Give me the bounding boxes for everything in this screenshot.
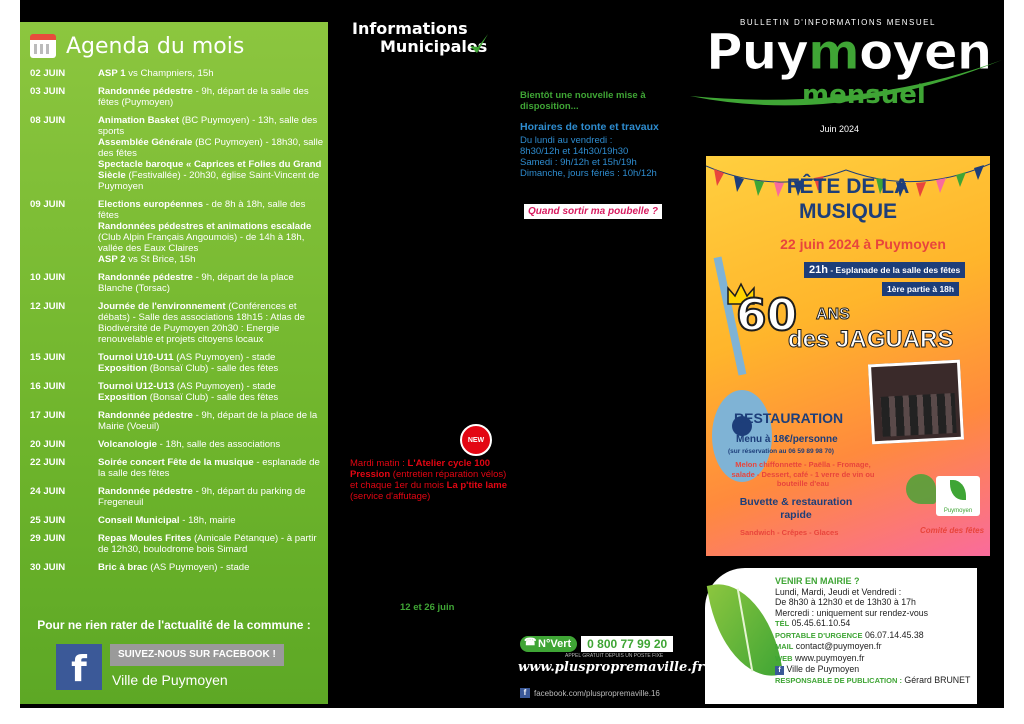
agenda-event bbox=[30, 533, 324, 555]
agenda-event-details: - de 8h à 18h, salle des fêtes bbox=[98, 199, 306, 221]
info-municipales-title bbox=[352, 20, 487, 56]
agenda-event-date: 10 JUIN bbox=[30, 272, 66, 283]
mowing-hours-line: Du lundi au vendredi : bbox=[520, 135, 613, 146]
agenda-event-name: Bric à brac bbox=[98, 562, 148, 573]
facebook-small-icon: f bbox=[520, 688, 530, 698]
poster-menu: Menu à 18€/personne bbox=[736, 434, 838, 445]
bulletin-subtitle: BULLETIN D'INFORMATIONS MENSUEL bbox=[740, 18, 936, 27]
agenda-event-date: 16 JUIN bbox=[30, 381, 66, 392]
agenda-event-date: 30 JUIN bbox=[30, 562, 66, 573]
poster-title-line1: FÊTE DE LA bbox=[786, 175, 910, 198]
agenda-event-name: ASP 2 bbox=[98, 254, 126, 265]
agenda-event-name: Exposition bbox=[98, 363, 148, 374]
contact-mail-row bbox=[775, 641, 975, 653]
poster-time-place: - Esplanade de la salle des fêtes bbox=[827, 265, 961, 275]
agenda-event-line bbox=[98, 68, 324, 79]
mowing-hours-title: Horaires de tonte et travaux bbox=[520, 121, 659, 133]
poster-title-line2: MUSIQUE bbox=[798, 200, 897, 223]
agenda-event-name: Randonnée pédestre bbox=[98, 486, 193, 497]
fete-musique-poster bbox=[706, 156, 990, 556]
facebook-page-name: Ville de Puymoyen bbox=[112, 672, 228, 688]
agenda-event-name: Randonnée pédestre bbox=[98, 86, 193, 97]
poster-buvette: Buvette & restauration rapide bbox=[739, 496, 853, 521]
urgence-label: PORTABLE D'URGENCE bbox=[775, 630, 863, 640]
agenda-event-name: Randonnée pédestre bbox=[98, 410, 193, 421]
agenda-event-date: 17 JUIN bbox=[30, 410, 66, 421]
agenda-event-details: (Bonsaï Club) - salle des fêtes bbox=[147, 392, 279, 403]
agenda-event bbox=[30, 515, 324, 526]
poster-sandwich: Sandwich - Crêpes - Glaces bbox=[740, 528, 839, 537]
agenda-event bbox=[30, 115, 324, 192]
agenda-event-date: 22 JUIN bbox=[30, 457, 66, 468]
agenda-event-name: Volcanologie bbox=[98, 439, 157, 450]
facebook-block bbox=[20, 618, 328, 690]
agenda-event-line bbox=[98, 381, 324, 392]
agenda-event-name: Assemblée Générale bbox=[98, 137, 193, 148]
trash-schedule-link[interactable]: Quand sortir ma poubelle ? bbox=[524, 204, 662, 219]
agenda-event-line bbox=[98, 86, 324, 108]
agenda-event-line bbox=[98, 199, 324, 221]
facebook-icon[interactable]: f bbox=[56, 644, 102, 690]
agenda-event-details: - 9h, départ du parking de Fregeneuil bbox=[98, 486, 306, 508]
agenda-event-details: (Festivallée) - 20h30, église Saint-Vincent de Puymoyen bbox=[98, 170, 320, 192]
leaf-icon bbox=[707, 576, 783, 685]
agenda-event bbox=[30, 410, 324, 432]
facebook-follow-button[interactable]: SUIVEZ-NOUS SUR FACEBOOK ! bbox=[110, 644, 284, 666]
poster-ans: ANS bbox=[816, 306, 850, 323]
agenda-event-line bbox=[98, 486, 324, 508]
agenda-event-date: 08 JUIN bbox=[30, 115, 66, 126]
agenda-event-date: 24 JUIN bbox=[30, 486, 66, 497]
agenda-event-description bbox=[98, 486, 324, 508]
numero-vert bbox=[520, 636, 673, 652]
agenda-event-line bbox=[98, 301, 324, 345]
poster-time bbox=[804, 262, 965, 278]
atelier-text bbox=[350, 458, 515, 502]
agenda-event-name: Elections européennes bbox=[98, 199, 204, 210]
agenda-event-description bbox=[98, 533, 324, 555]
agenda-event-details: - 9h, départ de la place de la Mairie (Voeuil) bbox=[98, 410, 318, 432]
agenda-event-description bbox=[98, 272, 324, 294]
pluspropremaville-facebook-url[interactable]: facebook.com/pluspropremaville.16 bbox=[534, 688, 660, 698]
agenda-event bbox=[30, 272, 324, 294]
mowing-hours-line: Samedi : 9h/12h et 15h/19h bbox=[520, 157, 637, 168]
agenda-event-details: - 18h, salle des associations bbox=[157, 439, 281, 450]
poster-jaguars: des JAGUARS bbox=[788, 326, 954, 353]
agenda-event-details: (Bonsaï Club) - salle des fêtes bbox=[147, 363, 279, 374]
agenda-event-line bbox=[98, 363, 324, 374]
agenda-event-line bbox=[98, 115, 324, 137]
agenda-event-date: 02 JUIN bbox=[30, 68, 66, 79]
numero-vert-number[interactable]: 0 800 77 99 20 bbox=[581, 636, 673, 652]
pluspropremaville-link[interactable]: www.pluspropremaville.fr bbox=[518, 660, 705, 675]
masthead-part-b: m bbox=[807, 23, 859, 81]
urgence-value[interactable]: 06.07.14.45.38 bbox=[864, 629, 924, 640]
agenda-event-line bbox=[98, 352, 324, 363]
agenda-panel bbox=[20, 22, 328, 704]
facebook-small-icon: f bbox=[775, 666, 784, 675]
agenda-event-line bbox=[98, 254, 324, 265]
agenda-event-date: 20 JUIN bbox=[30, 439, 66, 450]
leaf-icon bbox=[950, 480, 966, 500]
teaser-text: Bientôt une nouvelle mise à disposition... bbox=[520, 90, 646, 112]
agenda-list bbox=[30, 68, 324, 580]
poster-menu-items: Melon chiffonnette - Paëlla - Fromage, salade - Dessert, café - 1 verre de vin ou bouteille d'eau bbox=[731, 460, 875, 488]
puymoyen-logo bbox=[936, 476, 980, 516]
band-photo bbox=[868, 360, 964, 445]
mowing-hours bbox=[520, 122, 695, 179]
atelier-pre: Mardi matin : bbox=[350, 458, 408, 469]
agenda-event-name: Tournoi U12-U13 bbox=[98, 381, 175, 392]
ptite-lame-name: La p'tite lame bbox=[446, 480, 507, 491]
masthead-part-c: oyen bbox=[858, 23, 992, 81]
masthead-mensuel: mensuel bbox=[802, 80, 926, 110]
issue-date: Juin 2024 bbox=[820, 124, 860, 134]
poster-date: 22 juin 2024 à Puymoyen bbox=[780, 236, 946, 252]
agenda-event-description bbox=[98, 86, 324, 108]
agenda-event bbox=[30, 381, 324, 403]
agenda-event-line bbox=[98, 272, 324, 294]
agenda-event-details: (AS Puymoyen) - stade bbox=[174, 381, 276, 392]
agenda-event-date: 15 JUIN bbox=[30, 352, 66, 363]
agenda-event-line bbox=[98, 221, 324, 254]
agenda-event-details: (BC Puymoyen) - 13h, salle des sports bbox=[98, 115, 318, 137]
agenda-event-description bbox=[98, 301, 324, 345]
agenda-event bbox=[30, 86, 324, 108]
agenda-event-name: Randonnées pédestres et animations escalade bbox=[98, 221, 312, 232]
agenda-event bbox=[30, 486, 324, 508]
agenda-event-name: Journée de l'environnement bbox=[98, 301, 226, 312]
trumpet-illustration bbox=[906, 474, 936, 504]
poster-first-part: 1ère partie à 18h bbox=[882, 282, 959, 296]
agenda-event bbox=[30, 68, 324, 79]
agenda-event-details: vs Champniers, 15h bbox=[125, 68, 214, 79]
mail-label: MAIL bbox=[775, 642, 794, 651]
agenda-event-details: (Amicale Pétanque) - à partir de 12h30, boulodrome bois Simard bbox=[98, 533, 317, 555]
contact-responsable-row bbox=[775, 675, 975, 687]
pluspropremaville-facebook[interactable] bbox=[520, 688, 660, 698]
agenda-event-details: - esplanade de la salle des fêtes bbox=[98, 457, 320, 479]
poster-time-hour: 21h bbox=[809, 264, 828, 276]
masthead-part-a: Puy bbox=[706, 23, 808, 81]
contact-web-row bbox=[775, 653, 975, 665]
puymoyen-logo-text: Puymoyen bbox=[943, 508, 973, 514]
agenda-event-description bbox=[98, 562, 324, 573]
contact-days: Lundi, Mardi, Jeudi et Vendredi : bbox=[775, 586, 902, 597]
agenda-event-description bbox=[98, 352, 324, 374]
atelier-mid: (entretien réparation vélos) et chaque 1er du mois bbox=[350, 469, 507, 491]
agenda-event-description bbox=[98, 381, 324, 403]
tel-label: TÉL bbox=[775, 619, 790, 628]
facebook-intro: Pour ne rien rater de l'actualité de la commune : bbox=[37, 618, 311, 632]
agenda-title: Agenda du mois bbox=[66, 33, 245, 59]
facebook-row[interactable] bbox=[56, 644, 284, 690]
agenda-event bbox=[30, 562, 324, 573]
agenda-event-details: vs St Brice, 15h bbox=[125, 254, 196, 265]
agenda-event-name: Randonnée pédestre bbox=[98, 272, 193, 283]
contact-urgence-row bbox=[775, 630, 975, 642]
agenda-event-description bbox=[98, 410, 324, 432]
agenda-event-line bbox=[98, 159, 324, 192]
comite-logo: Comité des fêtes bbox=[920, 526, 985, 535]
agenda-event bbox=[30, 457, 324, 479]
agenda-event-details: (Club Alpin Français Angoumois) - de 14h à 18h, vallée des Eaux Claires bbox=[98, 232, 305, 254]
agenda-event-name: Exposition bbox=[98, 392, 148, 403]
agenda-event-line bbox=[98, 533, 324, 555]
agenda-event-name: Animation Basket bbox=[98, 115, 180, 126]
agenda-event bbox=[30, 199, 324, 265]
contact-wednesday: Mercredi : uniquement sur rendez-vous bbox=[775, 607, 929, 618]
agenda-event-details: (Conférences et débats) - Salle des associations 18h15 : Atlas de Biodiversité de Puymoyen 20h30 : Energie renouvelable et projets citoyens locaux bbox=[98, 301, 305, 345]
info-title-line2: Municipales bbox=[380, 37, 488, 56]
mowing-hours-line: 8h30/12h et 14h30/19h30 bbox=[520, 146, 629, 157]
agenda-event-details: (AS Puymoyen) - stade bbox=[173, 352, 276, 363]
contact-text bbox=[775, 576, 975, 687]
poster-title bbox=[706, 174, 990, 224]
agenda-event-description bbox=[98, 515, 324, 526]
numero-vert-subtitle: APPEL GRATUIT DEPUIS UN POSTE FIXE bbox=[565, 653, 664, 659]
contact-facebook-row[interactable] bbox=[775, 664, 975, 675]
agenda-event-description bbox=[98, 439, 324, 450]
mail-link[interactable]: contact@puymoyen.fr bbox=[795, 641, 882, 651]
info-title-line1: Informations bbox=[352, 19, 468, 38]
agenda-event-description bbox=[98, 68, 324, 79]
atelier-post: (service d'affutage) bbox=[350, 491, 431, 502]
agenda-event-date: 09 JUIN bbox=[30, 199, 66, 210]
agenda-event bbox=[30, 352, 324, 374]
agenda-event-name: ASP 1 bbox=[98, 68, 126, 79]
agenda-event-name: Tournoi U10-U11 bbox=[98, 352, 174, 363]
contact-hours: De 8h30 à 12h30 et de 13h30 à 17h bbox=[775, 597, 916, 607]
agenda-event-description bbox=[98, 199, 324, 265]
agenda-event-date: 25 JUIN bbox=[30, 515, 66, 526]
agenda-event bbox=[30, 439, 324, 450]
calendar-icon bbox=[30, 34, 56, 58]
atelier-dates: 12 et 26 juin bbox=[400, 602, 455, 613]
responsable-name: Gérard BRUNET bbox=[904, 675, 971, 685]
web-label: WEB bbox=[775, 653, 793, 663]
agenda-event-name: Soirée concert Fête de la musique bbox=[98, 457, 254, 468]
agenda-event-details: - 9h, départ de la salle des fêtes (Puymoyen) bbox=[98, 86, 309, 108]
agenda-event-date: 03 JUIN bbox=[30, 86, 66, 97]
agenda-header bbox=[30, 30, 244, 62]
agenda-event-date: 12 JUIN bbox=[30, 301, 66, 312]
agenda-event-line bbox=[98, 410, 324, 432]
agenda-event-description bbox=[98, 115, 324, 192]
agenda-event-details: (BC Puymoyen) - 18h30, salle des fêtes bbox=[98, 137, 324, 159]
agenda-event-details: - 9h, départ de la place Blanche (Torsac) bbox=[98, 272, 294, 294]
agenda-event-date: 29 JUIN bbox=[30, 533, 66, 544]
tel-value[interactable]: 05.45.61.10.54 bbox=[791, 618, 851, 628]
poster-sixty: 60 bbox=[736, 290, 798, 341]
poster-reservation: (sur réservation au 06 59 89 98 70) bbox=[728, 448, 834, 455]
new-badge: NEW bbox=[460, 424, 492, 456]
numero-vert-label: ☎ N°Vert bbox=[520, 636, 577, 652]
contact-tel-row bbox=[775, 618, 975, 630]
agenda-event-line bbox=[98, 439, 324, 450]
responsable-label: RESPONSABLE DE PUBLICATION : bbox=[775, 676, 902, 685]
agenda-event-name: Repas Moules Frites bbox=[98, 533, 192, 544]
web-link[interactable]: www.puymoyen.fr bbox=[794, 652, 865, 663]
agenda-event-line bbox=[98, 137, 324, 159]
contact-facebook-name[interactable]: Ville de Puymoyen bbox=[786, 664, 860, 674]
agenda-event-description bbox=[98, 457, 324, 479]
mowing-hours-line: Dimanche, jours fériés : 10h/12h bbox=[520, 168, 657, 179]
contact-box bbox=[705, 568, 977, 704]
agenda-event-details: (AS Puymoyen) - stade bbox=[147, 562, 250, 573]
agenda-event-line bbox=[98, 457, 324, 479]
agenda-event-line bbox=[98, 515, 324, 526]
agenda-event bbox=[30, 301, 324, 345]
atelier-cycle-name: L'Atelier cycle 100 Pression bbox=[350, 458, 491, 480]
contact-title: VENIR EN MAIRIE ? bbox=[775, 576, 860, 586]
agenda-event-name: Spectacle baroque « Caprices et Folies du Grand Siècle bbox=[98, 159, 322, 181]
agenda-event-line bbox=[98, 392, 324, 403]
agenda-event-details: - 18h, mairie bbox=[179, 515, 236, 526]
check-icon bbox=[470, 34, 488, 54]
poster-restauration: RESTAURATION bbox=[734, 410, 844, 426]
agenda-event-line bbox=[98, 562, 324, 573]
agenda-event-name: Conseil Municipal bbox=[98, 515, 180, 526]
